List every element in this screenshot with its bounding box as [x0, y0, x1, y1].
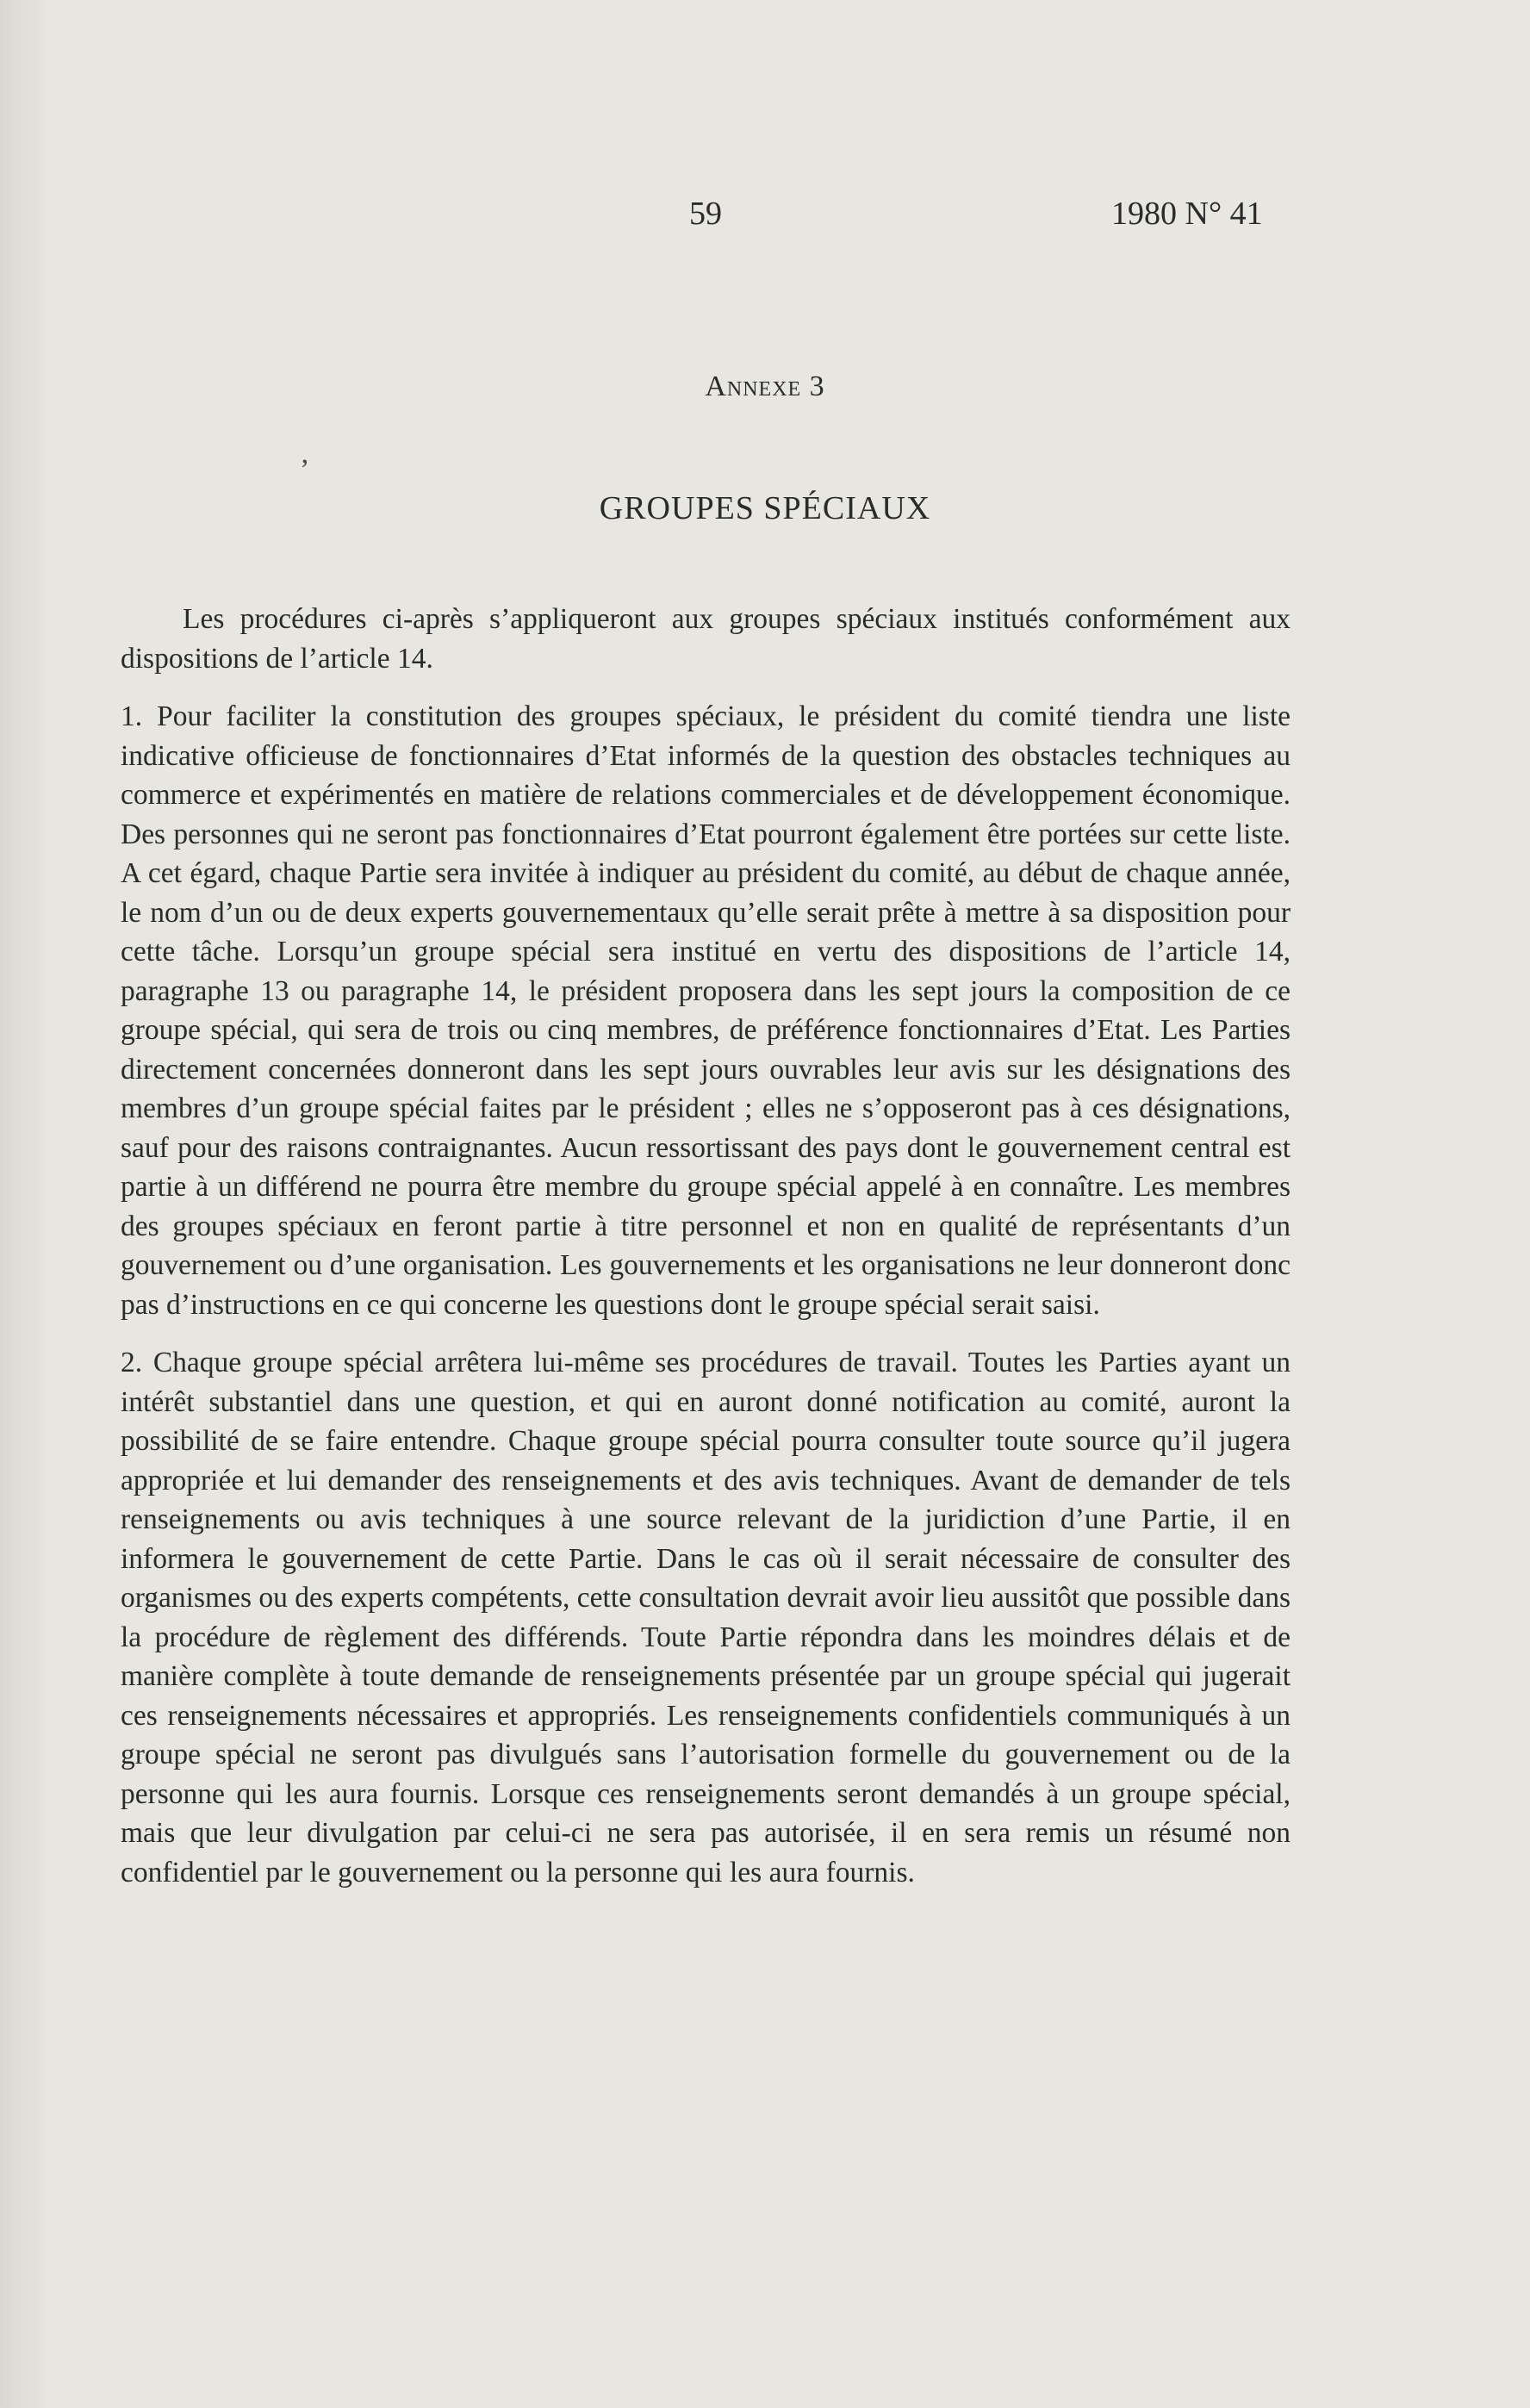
paragraph-1: 1. Pour faciliter la constitution des groupes spéciaux, le président du comité tiendra une liste indicative officieuse de fonctionnaires d’Etat informés de la question des obstacles techniques au commerce et expérimentés en matière de relations commerciales et de développement économique. Des personnes qui ne seront pas fonctionnaires d’Etat pourront également être portées sur cette liste. A cet égard, chaque Partie sera invitée à indiquer au président du comité, au début de chaque année, le nom d’un ou de deux experts gouvernementaux qu’elle serait prête à mettre à sa disposition pour cette tâche. Lorsqu’un groupe spécial sera institué en vertu des dispositions de l’article 14, paragraphe 13 ou paragraphe 14, le président proposera dans les sept jours la composition de ce groupe spécial, qui sera de trois ou cinq membres, de préférence fonctionnaires d’Etat. Les Parties directement concernées donneront dans les sept jours ouvrables leur avis sur les désignations des membres d’un groupe spécial faites par le président ; elles ne s’opposeront pas à ces désignations, sauf pour des raisons contraignantes. Aucun ressortissant des pays dont le gouvernement central est partie à un différend ne pourra être membre du groupe spécial appelé à en connaître. Les membres des groupes spéciaux en feront partie à titre personnel et non en qualité de représentants d’un gouvernement ou d’une organisation. Les gouvernements et les organisations ne leur donneront donc pas d’instructions en ce qui concerne les questions dont le groupe spécial serait saisi. — [121, 700, 1291, 1321]
section-title: GROUPES SPÉCIAUX — [599, 490, 931, 526]
intro-paragraph: Les procédures ci-après s’appliqueront aux groupes spéciaux institués conformément aux dispositions de l’article 14. — [121, 603, 1291, 675]
document-reference: 1980 N° 41 — [1111, 196, 1263, 232]
paragraph-2: 2. Chaque groupe spécial arrêtera lui-même ses procédures de travail. Toutes les Parties ayant un intérêt substantiel dans une question, et qui en auront donné notification au comité, auront la possibilité de se faire entendre. Chaque groupe spécial pourra consulter toute source qu’il jugera appropriée et lui demander des renseignements et des avis techniques. Avant de demander de tels renseignements ou avis techniques à une source relevant de la juridiction d’une Partie, il en informera le gouvernement de cette Partie. Dans le cas où il serait nécessaire de consulter des organismes ou des experts compétents, cette consultation devrait avoir lieu aussitôt que possible dans la procédure de règlement des différends. Toute Partie répondra dans les moindres délais et de manière complète à toute demande de renseignements présentée par un groupe spécial qui jugerait ces renseignements nécessaires et appropriés. Les renseignements confidentiels communiqués à un groupe spécial ne seront pas divulgués sans l’autorisation formelle du gouvernement ou de la personne qui les aura fournis. Lorsque ces renseignements seront demandés à un groupe spécial, mais que leur divulgation par celui-ci ne sera pas autorisée, il en sera remis un résumé non confidentiel par le gouvernement ou la personne qui les aura fournis. — [121, 1347, 1291, 1888]
body-text — [121, 600, 1291, 1911]
annex-label: Annexe 3 — [705, 370, 825, 402]
page-binding-shadow — [0, 0, 52, 2408]
page-number: 59 — [689, 196, 722, 232]
ink-mark: ‚ — [300, 438, 310, 470]
page-header — [0, 195, 1530, 238]
